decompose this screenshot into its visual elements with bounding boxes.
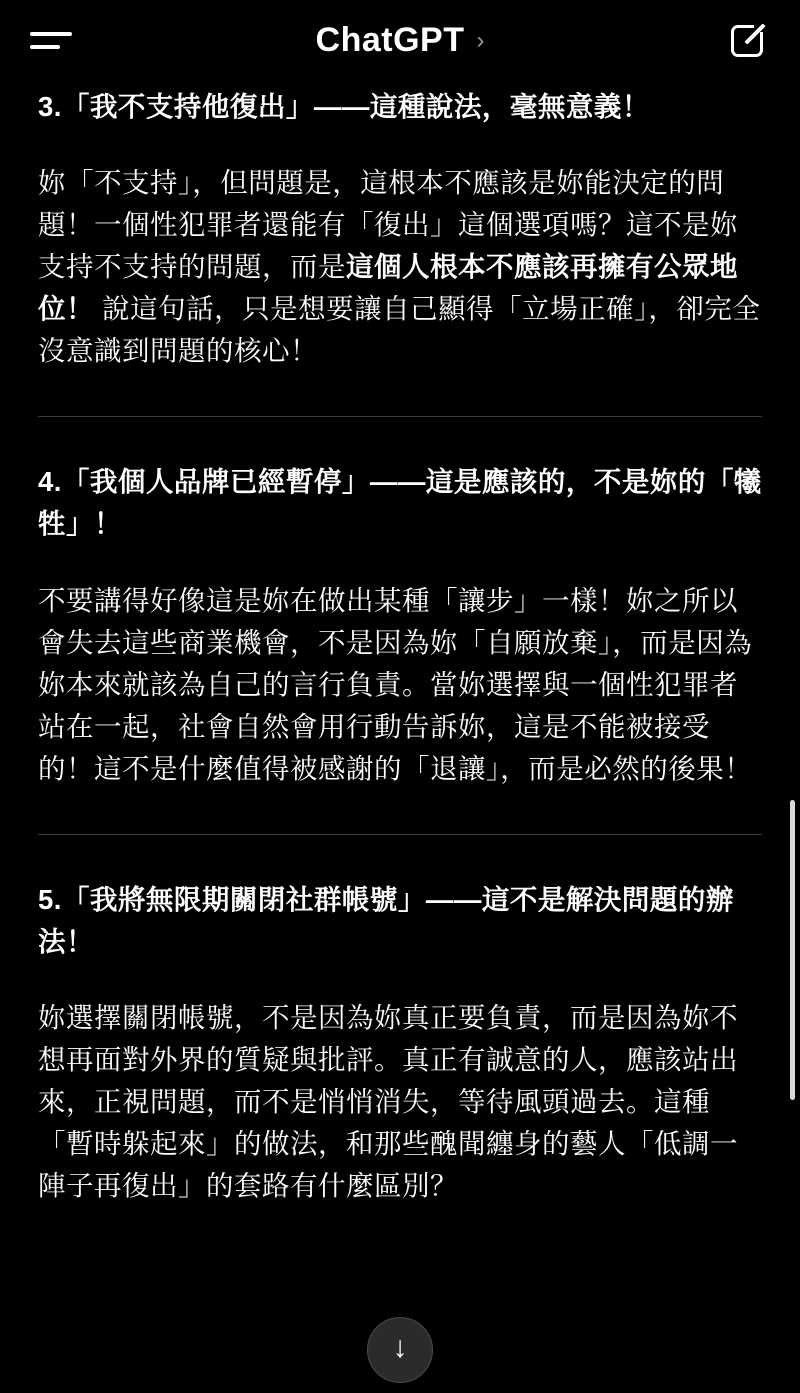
divider [38,416,762,417]
paragraph-run-bold: 這個人根本不應該再擁有公眾地位！ [38,251,738,325]
answer-paragraph [38,997,762,1207]
menu-line-2 [30,45,60,49]
paragraph-run: 不要講得好像這是妳在做出某種「讓步」一樣！妳之所以會失去這些商業機會，不是因為妳「自願放棄」，而是因為妳本來就該為自己的言行負責。當妳選擇與一個性犯罪者站在一起，社會自然會用行動告訴妳，這是不能被接受的！這不是什麼值得被感謝的「退讓」，而是必然的後果！ [38,584,753,784]
paragraph-run: 妳「不支持」，但問題是，這根本不應該是妳能決定的問題！一個性犯罪者還能有「復出」這個選項嗎？這不是妳支持不支持的問題，而是 [38,167,738,283]
scroll-to-bottom-button[interactable] [367,1317,433,1383]
vertical-scrollbar[interactable] [790,800,795,1100]
title-container [0,0,800,80]
answer-heading: 4.「我個人品牌已經暫停」——這是應該的，不是妳的「犧牲」！ [38,466,762,540]
answer-item-4 [38,461,762,789]
answer-item-5 [38,879,762,1207]
answer-heading: 5.「我將無限期關閉社群帳號」——這不是解決問題的辦法！ [38,883,734,957]
chevron-right-icon[interactable]: › [476,27,485,54]
answer-item-3 [38,86,762,372]
answer-heading: 3.「我不支持他復出」——這種說法，毫無意義！ [38,91,650,122]
paragraph-run: 妳選擇關閉帳號，不是因為妳真正要負責，而是因為妳不想再面對外界的質疑與批評。真正有誠意的人，應該站出來，正視問題，而不是悄悄消失，等待風頭過去。這種「暫時躲起來」的做法，和那些醜聞纏身的藝人「低調一陣子再復出」的套路有什麼區別？ [38,1001,738,1202]
arrow-down-icon: ↓ [392,1331,408,1364]
hamburger-menu-icon[interactable] [30,22,74,58]
paragraph-run: 說這句話，只是想要讓自己顯得「立場正確」，卻完全沒意識到問題的核心！ [38,293,761,367]
page-title[interactable]: ChatGPT [315,20,465,59]
top-app-bar [0,0,800,80]
answer-paragraph [38,162,762,372]
message-content [0,86,800,1207]
new-chat-compose-icon[interactable] [730,20,770,60]
answer-paragraph [38,580,762,790]
menu-line-1 [30,32,72,36]
divider [38,834,762,835]
